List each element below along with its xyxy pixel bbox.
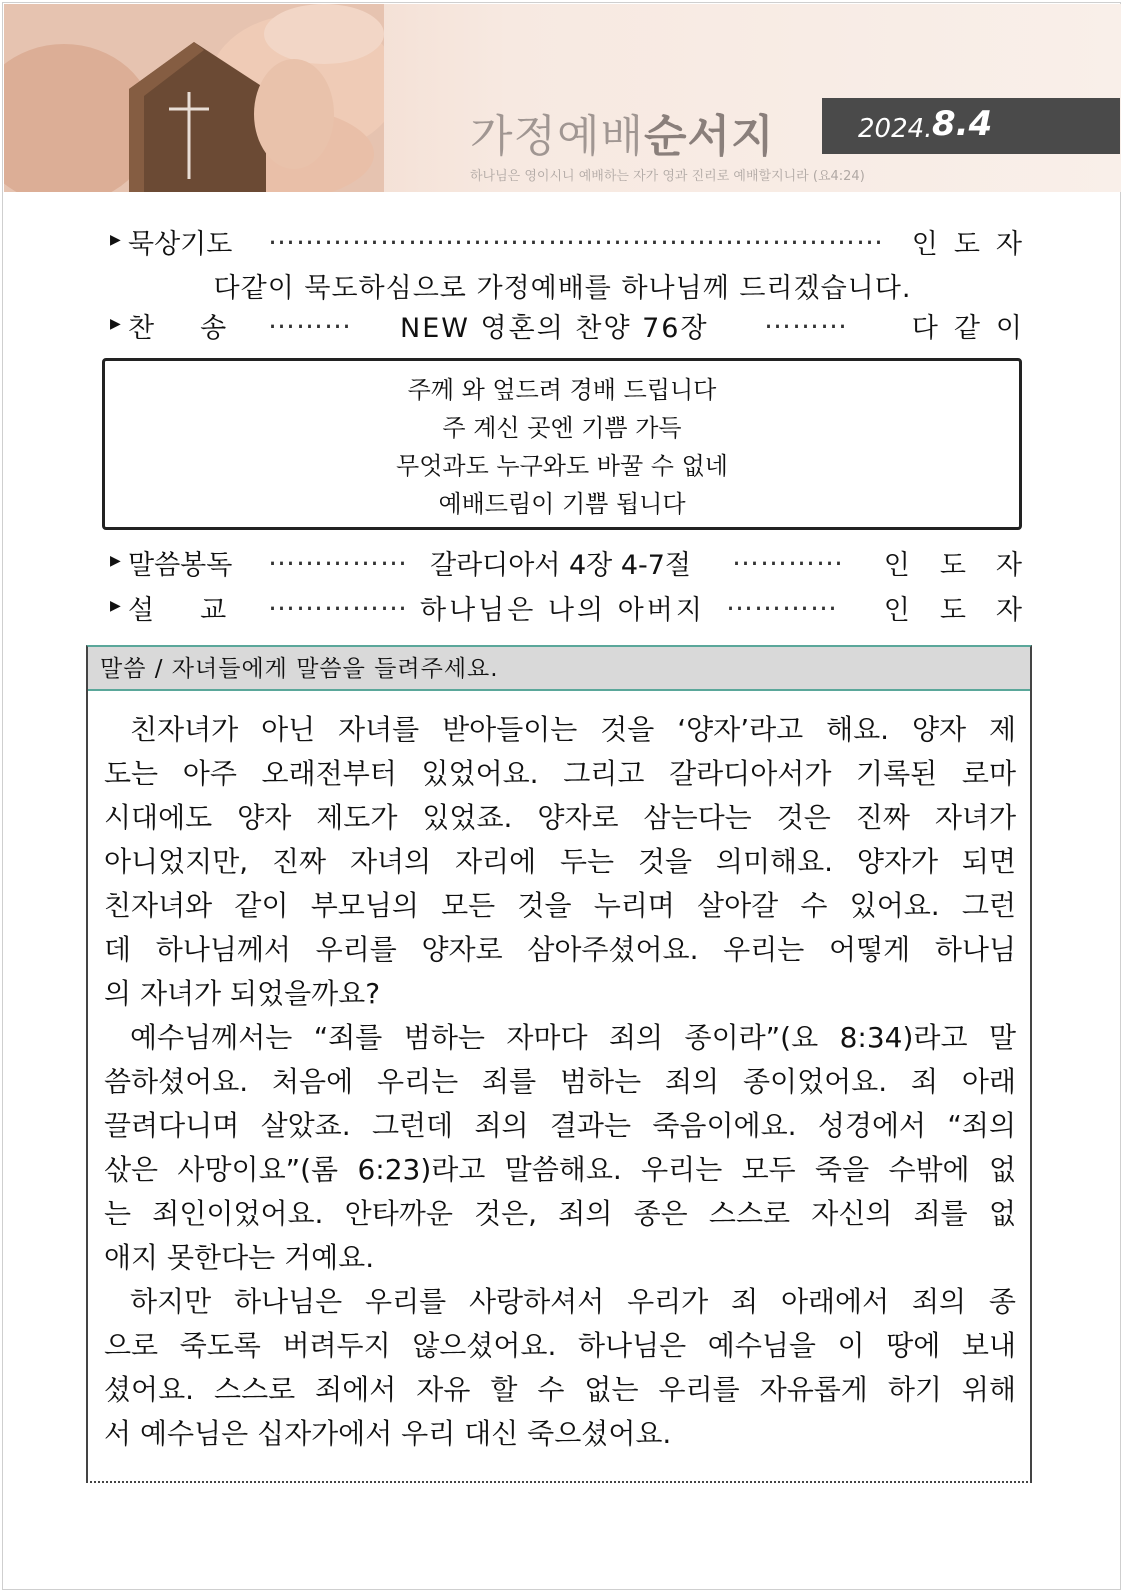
lyric-line: 예배드림이 기쁨 됩니다 — [438, 490, 686, 518]
message-line: 도는 아주 오래전부터 있었어요. 그리고 갈라디아서가 기록된 로마 — [104, 757, 1016, 790]
title-bold: 순서지 — [644, 111, 775, 162]
title-light: 가정예배 — [470, 111, 645, 162]
silent-prayer-label: 묵상기도 — [128, 229, 233, 260]
sermon-title: 하나님은 나의 아버지 — [420, 595, 705, 626]
hymn-leader: 다같이 — [911, 313, 1038, 344]
message-line: 셨어요. 스스로 죄에서 자유 할 수 없는 우리를 자유롭게 하기 위해 — [104, 1373, 1016, 1406]
hymn-title: NEW 영혼의 찬양 76장 — [400, 313, 709, 344]
scripture-row — [110, 541, 1052, 583]
lyric-line: 주께 와 엎드려 경배 드립니다 — [407, 376, 717, 404]
bullet-triangle-icon: ▶ — [110, 598, 121, 614]
sermon-label: 설교 — [128, 595, 273, 626]
message-line: 삯은 사망이요”(롬 6:23)라고 말씀해요. 우리는 모두 죽을 수밖에 없 — [104, 1153, 1016, 1186]
leader-dots: …………… — [268, 586, 408, 617]
message-line: 애지 못한다는 거예요. — [104, 1241, 375, 1274]
message-line: 시대에도 양자 제도가 있었죠. 양자로 삼는다는 것은 진짜 자녀가 — [104, 801, 1016, 834]
date-year: 2024. — [858, 114, 933, 144]
message-line: 데 하나님께서 우리를 양자로 삼아주셨어요. 우리는 어떻게 하나님 — [104, 933, 1016, 966]
banner-title — [470, 100, 775, 164]
message-line: 의 자녀가 되었을까요? — [104, 977, 381, 1010]
silent-prayer-row — [110, 220, 1038, 262]
bullet-triangle-icon: ▶ — [110, 553, 121, 569]
date-month-day: 8.4 — [932, 104, 993, 144]
message-line: 하지만 하나님은 우리를 사랑하셔서 우리가 죄 아래에서 죄의 종 — [130, 1285, 1016, 1318]
leader-dots: ………………………………………………………… — [268, 220, 884, 251]
hymn-label: 찬송 — [128, 313, 273, 344]
message-line: 씀하셨어요. 처음에 우리는 죄를 범하는 죄의 종이었어요. 죄 아래 — [104, 1065, 1016, 1098]
lyric-line: 무엇과도 누구와도 바꿀 수 없네 — [396, 452, 728, 480]
message-line: 으로 죽도록 버려두지 않으셨어요. 하나님은 예수님을 이 땅에 보내 — [104, 1329, 1016, 1362]
leader-dots: ………… — [726, 586, 838, 617]
message-line: 아니었지만, 진짜 자녀의 자리에 두는 것을 의미해요. 양자가 되면 — [104, 845, 1016, 878]
message-heading: 말씀 / 자녀들에게 말씀을 들려주세요. — [88, 647, 1030, 691]
leader-dots: ……… — [268, 304, 352, 335]
leader-dots: …………… — [268, 541, 408, 572]
leader-dots: ……… — [764, 304, 848, 335]
hymn-row — [110, 304, 1038, 346]
invocation-text: 다같이 묵도하심으로 가정예배를 하나님께 드리겠습니다. — [213, 273, 912, 304]
hands-house-image — [4, 4, 384, 192]
scripture-title: 갈라디아서 4장 4-7절 — [430, 550, 692, 581]
message-box — [86, 645, 1032, 1483]
scripture-label: 말씀봉독 — [128, 550, 233, 581]
sermon-leader: 인도자 — [883, 595, 1052, 626]
hymn-lyrics-box — [102, 358, 1022, 530]
message-line: 친자녀가 아닌 자녀를 받아들이는 것을 ‘양자’라고 해요. 양자 제 — [130, 713, 1016, 746]
message-line: 서 예수님은 십자가에서 우리 대신 죽으셨어요. — [104, 1417, 672, 1450]
message-line: 끌려다니며 살았죠. 그런데 죄의 결과는 죽음이에요. 성경에서 “죄의 — [104, 1109, 1016, 1142]
banner-subtitle: 하나님은 영이시니 예배하는 자가 영과 진리로 예배할지니라 (요4:24) — [470, 169, 865, 184]
silent-prayer-leader: 인도자 — [911, 229, 1038, 260]
message-line: 친자녀와 같이 부모님의 모든 것을 누리며 살아갈 수 있어요. 그런 — [104, 889, 1016, 922]
message-line: 예수님께서는 “죄를 범하는 자마다 죄의 종이라”(요 8:34)라고 말 — [130, 1021, 1016, 1054]
bullet-triangle-icon: ▶ — [110, 232, 121, 248]
sermon-row — [110, 586, 1052, 628]
scripture-leader: 인도자 — [883, 550, 1052, 581]
message-line: 는 죄인이었어요. 안타까운 것은, 죄의 종은 스스로 자신의 죄를 없 — [104, 1197, 1016, 1230]
bullet-triangle-icon: ▶ — [110, 316, 121, 332]
lyric-line: 주 계신 곳엔 기쁨 가득 — [442, 414, 682, 442]
leader-dots: ………… — [732, 541, 844, 572]
date-badge — [822, 98, 1120, 154]
